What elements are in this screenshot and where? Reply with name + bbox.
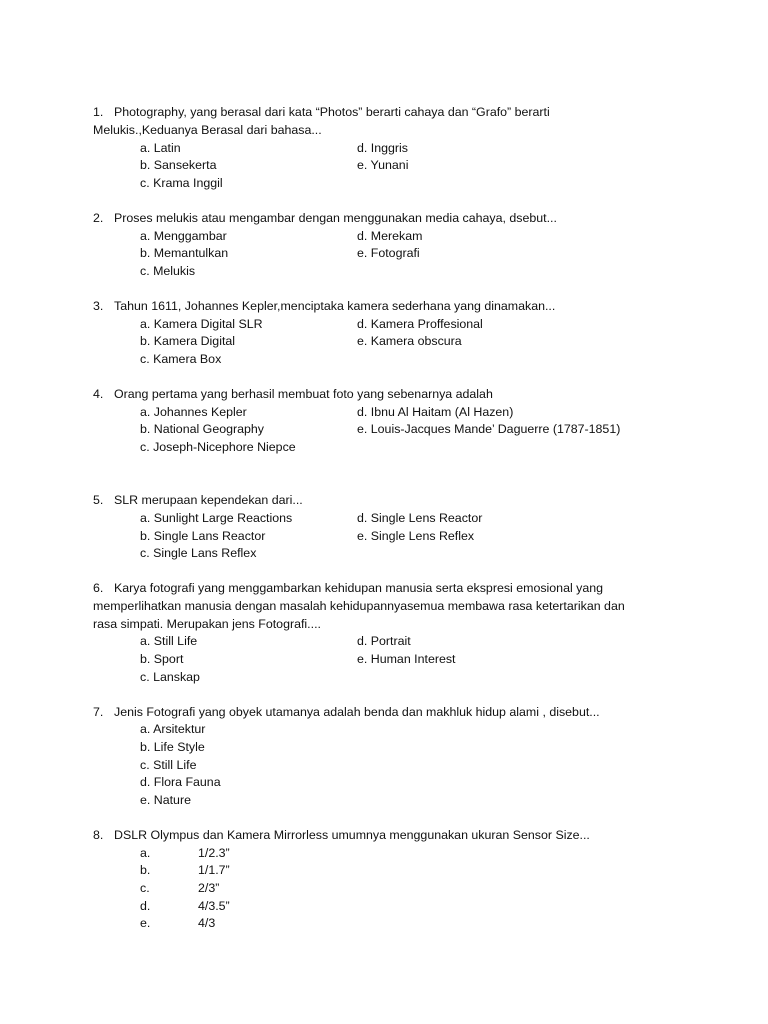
option-b: b. Memantulkan xyxy=(140,246,229,260)
option-a: a. Latin xyxy=(140,141,181,155)
question-text: Tahun 1611, Johannes Kepler,menciptaka kamera sederhana yang dinamakan... xyxy=(114,299,556,313)
option-c-value: 2/3” xyxy=(198,881,220,895)
option-a: a. Kamera Digital SLR xyxy=(140,317,263,331)
option-d: d. Flora Fauna xyxy=(140,775,221,789)
option-c: c. Lanskap xyxy=(140,670,200,684)
question-number: 5. xyxy=(93,493,104,507)
option-c: c. Single Lans Reflex xyxy=(140,546,257,560)
option-d: d. Ibnu Al Haitam (Al Hazen) xyxy=(357,405,514,419)
option-e: e. Nature xyxy=(140,793,191,807)
question-text: Proses melukis atau mengambar dengan menggunakan media cahaya, dsebut... xyxy=(114,211,557,225)
option-d: d. Single Lens Reactor xyxy=(357,511,483,525)
question-text: Photography, yang berasal dari kata “Photos” berarti cahaya dan “Grafo” berarti xyxy=(114,105,550,119)
option-e: e. Kamera obscura xyxy=(357,334,462,348)
option-b-letter: b. xyxy=(140,863,151,877)
option-a: a. Still Life xyxy=(140,634,198,648)
option-d: d. Merekam xyxy=(357,229,423,243)
option-d: d. Portrait xyxy=(357,634,411,648)
option-b: b. Kamera Digital xyxy=(140,334,236,348)
option-b: b. National Geography xyxy=(140,422,264,436)
option-e: e. Single Lens Reflex xyxy=(357,529,475,543)
option-b: b. Sport xyxy=(140,652,184,666)
question-number: 3. xyxy=(93,299,104,313)
option-a: a. Menggambar xyxy=(140,229,227,243)
option-c: c. Joseph-Nicephore Niepce xyxy=(140,440,296,454)
question-text: SLR merupaan kependekan dari... xyxy=(114,493,303,507)
option-c: c. Melukis xyxy=(140,264,196,278)
option-b: b. Life Style xyxy=(140,740,205,754)
option-e: e. Louis-Jacques Mande’ Daguerre (1787-1851) xyxy=(357,422,621,436)
question-number: 4. xyxy=(93,387,104,401)
question-number: 8. xyxy=(93,828,104,842)
option-d-value: 4/3.5” xyxy=(198,899,230,913)
question-text: Jenis Fotografi yang obyek utamanya adalah benda dan makhluk hidup alami , disebut... xyxy=(114,705,600,719)
question-text: DSLR Olympus dan Kamera Mirrorless umumnya menggunakan ukuran Sensor Size... xyxy=(114,828,590,842)
question-number: 7. xyxy=(93,705,104,719)
option-a-value: 1/2.3” xyxy=(198,846,230,860)
question-number: 1. xyxy=(93,105,104,119)
option-b-value: 1/1.7” xyxy=(198,863,230,877)
option-e-value: 4/3 xyxy=(198,916,216,930)
option-e-letter: e. xyxy=(140,916,151,930)
option-a: a. Johannes Kepler xyxy=(140,405,247,419)
option-a: a. Arsitektur xyxy=(140,722,206,736)
option-d: d. Inggris xyxy=(357,141,408,155)
question-text-continuation: memperlihatkan manusia dengan masalah kehidupannyasemua membawa rasa ketertarikan dan xyxy=(93,599,625,613)
option-e: e. Yunani xyxy=(357,158,409,172)
option-e: e. Fotografi xyxy=(357,246,420,260)
option-c: c. Krama Inggil xyxy=(140,176,223,190)
question-text-continuation: Melukis.,Keduanya Berasal dari bahasa... xyxy=(93,123,322,137)
option-c: c. Kamera Box xyxy=(140,352,222,366)
option-c: c. Still Life xyxy=(140,758,197,772)
option-b: b. Sansekerta xyxy=(140,158,217,172)
question-number: 2. xyxy=(93,211,104,225)
option-a: a. Sunlight Large Reactions xyxy=(140,511,293,525)
question-number: 6. xyxy=(93,581,104,595)
option-c-letter: c. xyxy=(140,881,150,895)
question-text-continuation: rasa simpati. Merupakan jens Fotografi.... xyxy=(93,617,321,631)
option-d-letter: d. xyxy=(140,899,151,913)
question-text: Karya fotografi yang menggambarkan kehidupan manusia serta ekspresi emosional yang xyxy=(114,581,604,595)
option-d: d. Kamera Proffesional xyxy=(357,317,483,331)
option-a-letter: a. xyxy=(140,846,151,860)
question-text: Orang pertama yang berhasil membuat foto yang sebenarnya adalah xyxy=(114,387,493,401)
option-b: b. Single Lans Reactor xyxy=(140,529,266,543)
option-e: e. Human Interest xyxy=(357,652,456,666)
